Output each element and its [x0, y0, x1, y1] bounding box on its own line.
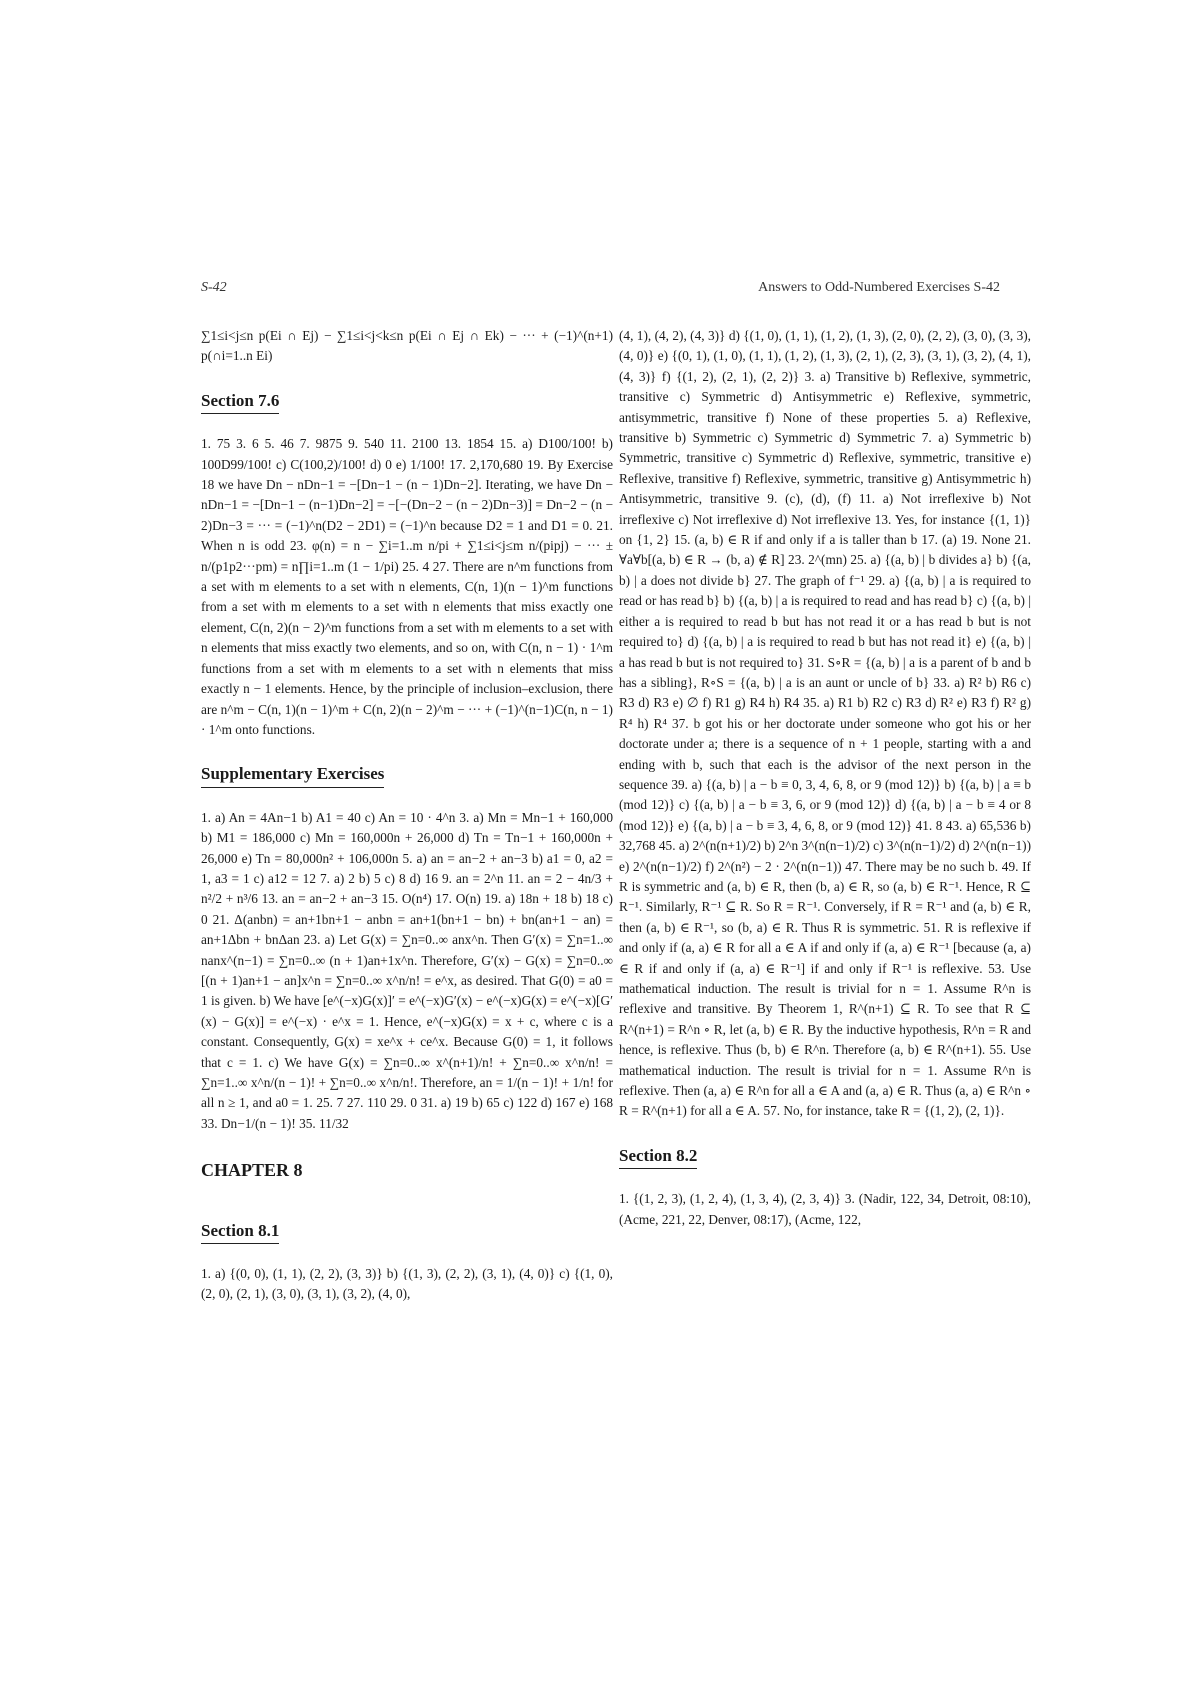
- supplementary-heading: Supplementary Exercises: [201, 764, 384, 787]
- page-number-header: S-42: [201, 280, 227, 295]
- section-7-6-heading: Section 7.6: [201, 391, 279, 414]
- section-8-1-heading: Section 8.1: [201, 1221, 279, 1244]
- section-8-2-heading: Section 8.2: [619, 1146, 697, 1169]
- left-column: [201, 326, 613, 1305]
- running-header: Answers to Odd-Numbered Exercises S-42: [758, 280, 1000, 295]
- right-column: [619, 326, 1031, 1230]
- section-8-1-answers: 1. a) {(0, 0), (1, 1), (2, 2), (3, 3)} b) {(1, 3), (2, 2), (3, 1), (4, 0)} c) {(1, 0), (2, 0), (2, 1), (3, 0), (3, 1), (3, 2), (4, 0),: [201, 1266, 613, 1302]
- section-8-1-answers-continued: (4, 1), (4, 2), (4, 3)} d) {(1, 0), (1, 1), (1, 2), (1, 3), (2, 0), (2, 2), (3, 0), (3, 3), (4, 0)} e) {(0, 1), (1, 0), (1, 1), (1, 2), (1, 3), (2, 1), (2, 3), (3, 1), (3, 2), (4, 1), (4, 3)} f) {(1, 2), (2, 1), (2, 2)} 3. a) Transitive b) Reflexive, symmetric, transitive c) Symmetric d) Antisymmetric e) Reflexive, symmetric, antisymmetric, transitive f) None of these properties 5. a) Reflexive, transitive b) Symmetric c) Symmetric d) Symmetric 7. a) Symmetric b) Symmetric, transitive c) Symmetric d) Reflexive, symmetric, transitive e) Reflexive, transitive f) Reflexive, symmetric, transitive g) Antisymmetric h) Antisymmetric, transitive 9. (c), (d), (f) 11. a) Not irreflexive b) Not irreflexive c) Not irreflexive d) Not irreflexive 13. Yes, for instance {(1, 1)} on {1, 2} 15. (a, b) ∈ R if and only if a is taller than b 17. (a) 19. None 21. ∀a∀b[(a, b) ∈ R → (b, a) ∉ R] 23. 2^(mn) 25. a) {(a, b) | b divides a} b) {(a, b) | a does not divide b} 27. The graph of f⁻¹ 29. a) {(a, b) | a is required to read or has read b} b) {(a, b) | a is required to read and has read b} c) {(a, b) | either a is required to read b but has not read it or a has read b but is not required to} d) {(a, b) | a is required to read b but has not read it} e) {(a, b) | a has read b but is not required to} 31. S∘R = {(a, b) | a is a parent of b and b has a sibling}, R∘S = {(a, b) | a is an aunt or uncle of b} 33. a) R² b) R6 c) R3 d) R3 e) ∅ f) R1 g) R4 h) R4 35. a) R1 b) R2 c) R3 d) R² e) R3 f) R² g) R⁴ h) R⁴ 37. b got his or her doctorate under someone who got his or her doctorate under a; there is a sequence of n + 1 people, starting with a and ending with b, such that each is the advisor of the next person in the sequence 39. a) {(a, b) | a − b ≡ 0, 3, 4, 6, 8, or 9 (mod 12)} b) {(a, b) | a ≡ b (mod 12)} c) {(a, b) | a − b ≡ 3, 6, or 9 (mod 12)} d) {(a, b) | a − b ≡ 4 or 8 (mod 12)} e) {(a, b) | a − b ≡ 3, 4, 6, 8, or 9 (mod 12)} 41. 8 43. a) 65,536 b) 32,768 45. a) 2^(n(n+1)/2) b) 2^n 3^(n(n−1)/2) c) 3^(n(n−1)/2) d) 2^(n(n−1)) e) 2^(n(n−1)/2) f) 2^(n²) − 2 · 2^(n(n−1)) 47. There may be no such b. 49. If R is symmetric and (a, b) ∈ R, then (b, a) ∈ R, so (a, b) ∈ R⁻¹. Hence, R ⊆ R⁻¹. Similarly, R⁻¹ ⊆ R. So R = R⁻¹. Conversely, if R = R⁻¹ and (a, b) ∈ R, then (a, b) ∈ R⁻¹, so (b, a) ∈ R. Thus R is symmetric. 51. R is reflexive if and only if (a, a) ∈ R for all a ∈ A if and only if (a, a) ∈ R⁻¹ [because (a, a) ∈ R if and only if (a, a) ∈ R⁻¹] if and only if R⁻¹ is reflexive. 53. Use mathematical induction. The result is trivial for n = 1. Assume R^n is reflexive and transitive. By Theorem 1, R^(n+1) ⊆ R. To see that R ⊆ R^(n+1) = R^n ∘ R, let (a, b) ∈ R. By the inductive hypothesis, R^n = R and hence, is reflexive. Thus (b, b) ∈ R^n. Therefore (a, b) ∈ R^(n+1). 55. Use mathematical induction. The result is trivial for n = 1. Assume R^n is reflexive. Then (a, a) ∈ R^n for all a ∈ A and (a, a) ∈ R. Thus (a, a) ∈ R^n ∘ R = R^(n+1) for all a ∈ A. 57. No, for instance, take R = {(1, 2), (2, 1)}.: [619, 328, 1031, 1119]
- chapter-heading: CHAPTER 8: [201, 1160, 303, 1181]
- supplementary-answers: 1. a) An = 4An−1 b) A1 = 40 c) An = 10 · 4^n 3. a) Mn = Mn−1 + 160,000 b) M1 = 186,000 c) Mn = 160,000n + 26,000 d) Tn = Tn−1 + 160,000n + 26,000 e) Tn = 80,000n² + 106,000n 5. a) an = an−2 + an−3 b) a1 = 0, a2 = 1, a3 = 1 c) a12 = 12 7. a) 2 b) 5 c) 8 d) 16 9. an = 2^n 11. an = 2 − 4n/3 + n²/2 + n³/6 13. an = an−2 + an−3 15. O(n⁴) 17. O(n) 19. a) 18n + 18 b) 18 c) 0 21. Δ(anbn) = an+1bn+1 − anbn = an+1(bn+1 − bn) + bn(an+1 − an) = an+1Δbn + bnΔan 23. a) Let G(x) = ∑n=0..∞ anx^n. Then G′(x) = ∑n=1..∞ nanx^(n−1) = ∑n=0..∞ (n + 1)an+1x^n. Therefore, G′(x) − G(x) = ∑n=0..∞ [(n + 1)an+1 − an]x^n = ∑n=0..∞ x^n/n! = e^x, as desired. That G(0) = a0 = 1 is given. b) We have [e^(−x)G(x)]′ = e^(−x)G′(x) − e^(−x)G(x) = e^(−x)[G′(x) − G(x)] = e^(−x) · e^x = 1. Hence, e^(−x)G(x) = x + c, where c is a constant. Consequently, G(x) = xe^x + ce^x. Because G(0) = 1, it follows that c = 1. c) We have G(x) = ∑n=0..∞ x^(n+1)/n! + ∑n=0..∞ x^n/n! = ∑n=1..∞ x^n/(n − 1)! + ∑n=0..∞ x^n/n!. Therefore, an = 1/(n − 1)! + 1/n! for all n ≥ 1, and a0 = 1. 25. 7 27. 110 29. 0 31. a) 19 b) 65 c) 122 d) 167 e) 168 33. Dn−1/(n − 1)! 35. 11/32: [201, 809, 613, 1131]
- intro-formula: ∑1≤i<j≤n p(Ei ∩ Ej) − ∑1≤i<j<k≤n p(Ei ∩ Ej ∩ Ek) − ··· + (−1)^(n+1) p(∩i=1..n Ei): [201, 328, 613, 364]
- section-7-6-answers: 1. 75 3. 6 5. 46 7. 9875 9. 540 11. 2100 13. 1854 15. a) D100/100! b) 100D99/100! c) C(100,2)/100! d) 0 e) 1/100! 17. 2,170,680 19. By Exercise 18 we have Dn − nDn−1 = −[Dn−1 − (n − 1)Dn−2]. Iterating, we have Dn − nDn−1 = −[Dn−1 − (n−1)Dn−2] = −[−(Dn−2 − (n − 2)Dn−3)] = Dn−2 − (n − 2)Dn−3 = ··· = (−1)^n(D2 − 2D1) = (−1)^n because D2 = 1 and D1 = 0. 21. When n is odd 23. φ(n) = n − ∑i=1..m n/pi + ∑1≤i<j≤m n/(pipj) − ··· ± n/(p1p2···pm) = n∏i=1..m (1 − 1/pi) 25. 4 27. There are n^m functions from a set with m elements to a set with n elements, C(n, 1)(n − 1)^m functions from a set with m elements to a set with n elements that miss exactly one element, C(n, 2)(n − 2)^m functions from a set with m elements to a set with n elements that miss exactly two elements, and so on, with C(n, n − 1) · 1^m functions from a set with m elements to a set with n elements that miss exactly n − 1 elements. Hence, by the principle of inclusion–exclusion, there are n^m − C(n, 1)(n − 1)^m + C(n, 2)(n − 2)^m − ··· + (−1)^(n−1)C(n, n − 1) · 1^m onto functions.: [201, 436, 613, 737]
- section-8-2-answers: 1. {(1, 2, 3), (1, 2, 4), (1, 3, 4), (2, 3, 4)} 3. (Nadir, 122, 34, Detroit, 08:10), (Acme, 221, 22, Denver, 08:17), (Acme, 122,: [619, 1191, 1031, 1227]
